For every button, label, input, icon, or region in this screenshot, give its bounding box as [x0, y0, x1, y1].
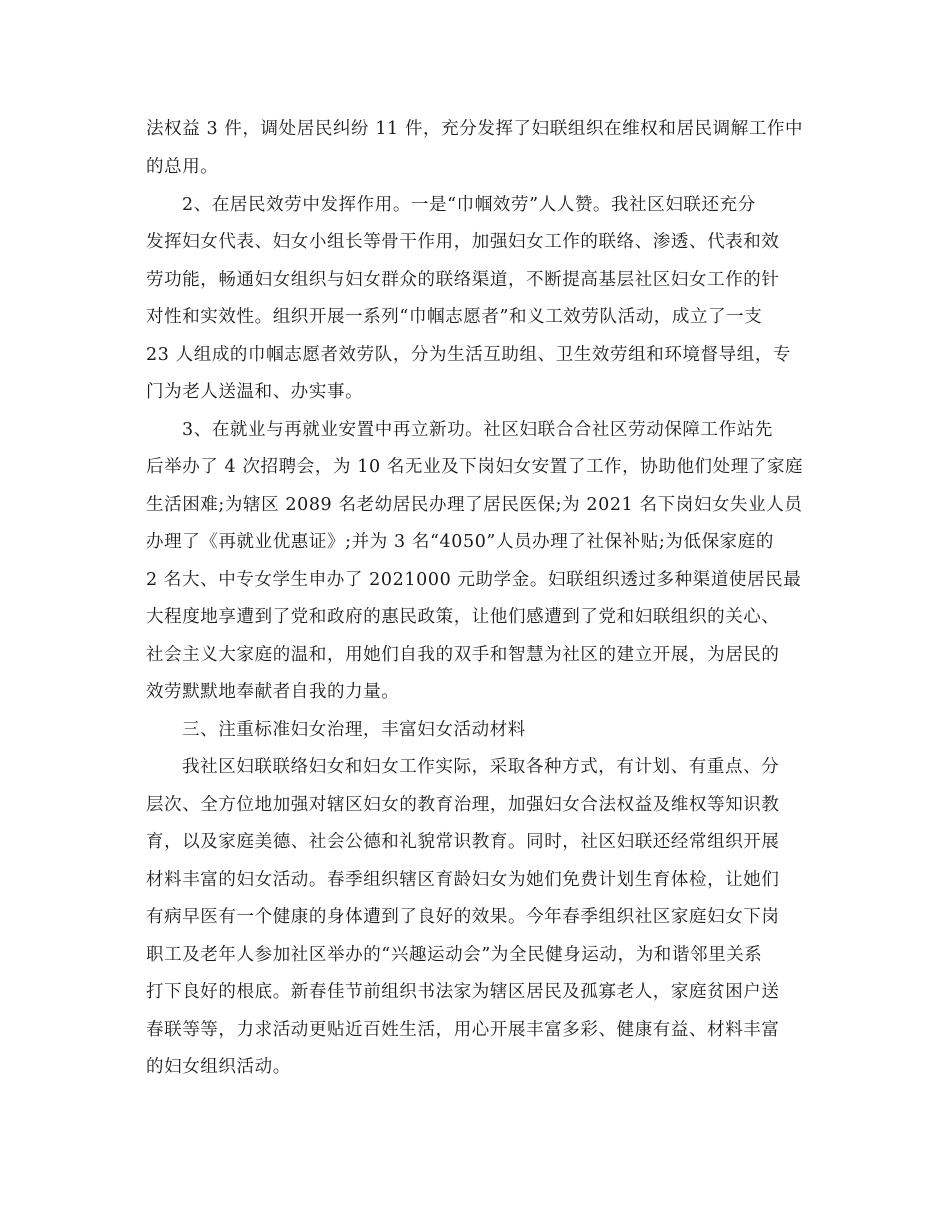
text-line-7: 23 人组成的巾帼志愿者效劳队，分为生活互助组、卫生效劳组和环境督导组，专: [146, 345, 792, 365]
text-line-18: 我社区妇联联络妇女和妇女工作实际，采取各种方式，有计划、有重点、分: [182, 757, 780, 777]
text-line-5: 劳功能，畅通妇女组织与妇女群众的联络渠道，不断提高基层社区妇女工作的针: [146, 270, 780, 290]
text-line-20: 育，以及家庭美德、社会公德和礼貌常识教育。同时，社区妇联还经常组织开展: [146, 832, 780, 852]
text-line-3: 2、在居民效劳中发挥作用。一是“巾帼效劳”人人赞。我社区妇联还充分: [182, 195, 756, 215]
text-line-19: 层次、全方位地加强对辖区妇女的教育治理，加强妇女合法权益及维权等知识教: [146, 795, 780, 815]
text-line-25: 春联等等，力求活动更贴近百姓生活，用心开展丰富多彩、健康有益、材料丰富: [146, 1020, 780, 1040]
text-line-13: 2 名大、中专女学生申办了 2021000 元助学金。妇联组织透过多种渠道使居民最: [146, 570, 802, 590]
text-line-14: 大程度地享遭到了党和政府的惠民政策，让他们感遭到了党和妇联组织的关心、: [146, 607, 780, 627]
text-line-4: 发挥妇女代表、妇女小组长等骨干作用，加强妇女工作的联络、渗透、代表和效: [146, 232, 780, 252]
text-line-9: 3、在就业与再就业安置中再立新功。社区妇联合合社区劳动保障工作站先: [182, 420, 773, 440]
text-line-26: 的妇女组织活动。: [146, 1057, 291, 1077]
text-line-12: 办理了《再就业优惠证》;并为 3 名“4050”人员办理了社保补贴;为低保家庭的: [146, 532, 774, 552]
text-line-6: 对性和实效性。组织开展一系列“巾帼志愿者”和义工效劳队活动，成立了一支: [146, 307, 763, 327]
text-line-10: 后举办了 4 次招聘会，为 10 名无业及下岗妇女安置了工作，协助他们处理了家庭: [146, 457, 804, 477]
text-line-11: 生活困难;为辖区 2089 名老幼居民办理了居民医保;为 2021 名下岗妇女失业人员: [146, 495, 803, 515]
text-line-2: 的总用。: [146, 157, 219, 177]
text-line-24: 打下良好的根底。新春佳节前组织书法家为辖区居民及孤寡老人，家庭贫困户送: [146, 982, 780, 1002]
text-line-1: 法权益 3 件，调处居民纠纷 11 件，充分发挥了妇联组织在维权和居民调解工作中: [146, 119, 804, 139]
text-line-16: 效劳默默地奉献者自我的力量。: [146, 682, 400, 702]
section-heading: 三、注重标准妇女治理，丰富妇女活动材料: [182, 720, 526, 740]
text-line-15: 社会主义大家庭的温和，用她们自我的双手和智慧为社区的建立开展，为居民的: [146, 645, 780, 665]
text-line-23: 职工及老年人参加社区举办的“兴趣运动会”为全民健身运动，为和谐邻里关系: [146, 945, 763, 965]
text-line-21: 材料丰富的妇女活动。春季组织辖区育龄妇女为她们免费计划生育体检，让她们: [146, 870, 780, 890]
text-line-8: 门为老人送温和、办实事。: [146, 382, 364, 402]
text-line-22: 有病早医有一个健康的身体遭到了良好的效果。今年春季组织社区家庭妇女下岗: [146, 907, 780, 927]
